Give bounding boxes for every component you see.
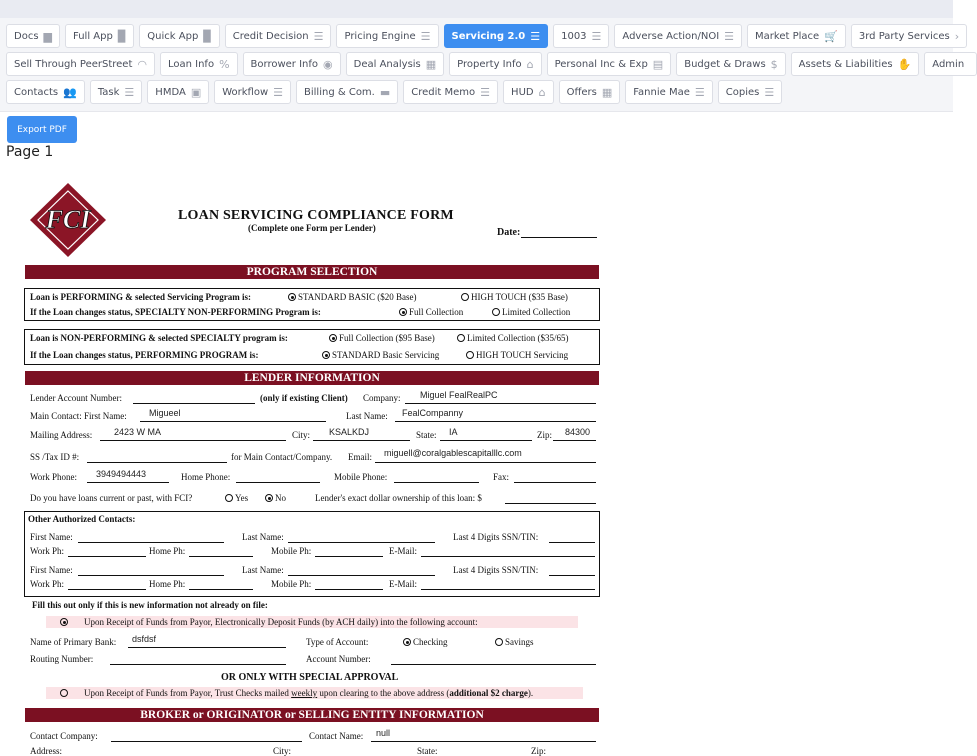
perf-standard-radio[interactable]: STANDARD Basic Servicing <box>322 350 439 360</box>
tab-assets-liabilities[interactable] <box>791 52 920 76</box>
list-icon: ☰ <box>313 29 324 43</box>
last-name-value: FealCompanny <box>402 408 464 418</box>
first-name-value: Migueel <box>149 408 181 418</box>
tab-property-info[interactable] <box>449 52 541 76</box>
tab-label: Personal Inc & Exp <box>554 58 648 70</box>
list-icon: ☰ <box>724 29 735 43</box>
tab-row-1 <box>6 24 967 48</box>
auth2-last-name-field[interactable] <box>288 575 435 576</box>
radio-icon <box>225 494 233 502</box>
home-phone-label: Home Phone: <box>181 472 231 482</box>
date-label: Date: <box>497 227 521 238</box>
contact-name-value: null <box>376 728 391 738</box>
car-icon: ▦ <box>601 85 613 99</box>
contact-company-label: Contact Company: <box>30 731 98 741</box>
auth2-first-name-label: First Name: <box>30 565 73 575</box>
users-icon: 👥 <box>63 85 77 99</box>
auth2-ssn-field[interactable] <box>549 575 595 576</box>
tab-label: Market Place <box>755 30 820 42</box>
list-icon: ☰ <box>764 85 775 99</box>
tab-copies[interactable] <box>718 80 782 104</box>
account-number-field[interactable] <box>391 664 596 665</box>
state-field[interactable] <box>440 440 532 441</box>
tab-label: Quick App <box>147 30 199 42</box>
performing-standard-radio[interactable]: STANDARD BASIC ($20 Base) <box>288 292 417 302</box>
tab-workflow[interactable] <box>214 80 291 104</box>
home-phone-field[interactable] <box>236 482 320 483</box>
radio-selected-icon <box>288 293 296 301</box>
checklist-icon: ☰ <box>273 85 284 99</box>
bank-value: dsfdsf <box>132 634 157 644</box>
tab-quick-app[interactable] <box>139 24 219 48</box>
email-label: Email: <box>348 452 372 462</box>
nonperf-limited-radio[interactable]: Limited Collection ($35/65) <box>457 333 568 343</box>
auth1-email-field[interactable] <box>421 556 595 557</box>
ss-tax-label: SS /Tax ID #: <box>30 452 80 462</box>
ownership-label: Lender's exact dollar ownership of this loan: $ <box>315 493 482 503</box>
tab-1003[interactable] <box>553 24 609 48</box>
auth2-last-name-label: Last Name: <box>242 565 284 575</box>
list-icon: ☰ <box>530 29 541 43</box>
export-pdf-button[interactable]: Export PDF <box>7 116 77 143</box>
home-icon: ⌂ <box>526 57 534 71</box>
chevron-right-icon: › <box>954 29 960 43</box>
tab-offers[interactable] <box>559 80 621 104</box>
bank-label: Name of Primary Bank: <box>30 637 117 647</box>
tab-credit-memo[interactable] <box>403 80 498 104</box>
broker-state-label: State: <box>417 746 438 756</box>
auth2-home-ph-label: Home Ph: <box>149 579 186 589</box>
radio-selected-icon <box>60 618 68 626</box>
tab-label: Admin <box>932 58 965 70</box>
performing-program-question: If the Loan changes status, PERFORMING PROGRAM is: <box>30 350 259 360</box>
auth1-home-ph-label: Home Ph: <box>149 546 186 556</box>
mailing-address-value: 2423 W MA <box>114 427 162 437</box>
calculator-icon: ▤ <box>652 57 664 71</box>
tab-label: Copies <box>725 86 760 98</box>
radio-icon <box>457 334 465 342</box>
specialty-full-radio[interactable]: Full Collection <box>399 307 463 317</box>
tab-label: 1003 <box>561 30 587 42</box>
tab-servicing-2-0[interactable] <box>444 24 549 48</box>
tab-label: Billing & Com. <box>304 86 375 98</box>
perf-hightouch-radio[interactable]: HIGH TOUCH Servicing <box>466 350 568 360</box>
tab-label: Sell Through PeerStreet <box>14 58 133 70</box>
tab-label: Assets & Liabilities <box>798 58 893 70</box>
broker-zip-label: Zip: <box>531 746 546 756</box>
ss-tax-field[interactable] <box>87 462 227 463</box>
first-name-field[interactable] <box>140 421 326 422</box>
state-label: State: <box>416 430 437 440</box>
lender-account-label: Lender Account Number: <box>30 393 122 403</box>
auth1-mobile-ph-label: Mobile Ph: <box>271 546 312 556</box>
work-phone-label: Work Phone: <box>30 472 78 482</box>
tab-label: Contacts <box>14 86 59 98</box>
routing-field[interactable] <box>110 664 286 665</box>
trust-text: Upon Receipt of Funds from Payor, Trust Checks mailed weekly upon clearing to the above address (additional $2 charge). <box>84 688 534 698</box>
rss-icon: ◠ <box>137 57 147 71</box>
form-title: LOAN SERVICING COMPLIANCE FORM <box>178 208 454 223</box>
tab-label: HUD <box>511 86 534 98</box>
list-icon: ☰ <box>420 29 431 43</box>
auth1-ssn-field[interactable] <box>549 542 595 543</box>
auth2-home-ph-field[interactable] <box>189 589 253 590</box>
program-selection-header: PROGRAM SELECTION <box>25 265 599 279</box>
auth1-work-ph-field[interactable] <box>68 556 146 557</box>
building-icon: ▣ <box>190 85 202 99</box>
tab-label: Full App <box>73 30 113 42</box>
tab-label: Fannie Mae <box>633 86 690 98</box>
tab-label: Servicing 2.0 <box>451 30 526 42</box>
ownership-field[interactable] <box>505 503 596 504</box>
radio-selected-icon <box>403 638 411 646</box>
tab-hud[interactable] <box>503 80 554 104</box>
auth1-last-name-label: Last Name: <box>242 532 284 542</box>
mailing-address-field[interactable] <box>100 440 286 441</box>
top-bar <box>0 0 953 18</box>
page-label: Page 1 <box>6 144 54 160</box>
tab-row-3 <box>6 80 782 104</box>
work-phone-field[interactable] <box>87 482 169 483</box>
zip-value: 84300 <box>565 427 591 437</box>
auth2-mobile-ph-label: Mobile Ph: <box>271 579 312 589</box>
auth1-email-label: E-Mail: <box>389 546 417 556</box>
tab-contacts[interactable] <box>6 80 85 104</box>
tab-loan-info[interactable] <box>160 52 238 76</box>
mailing-address-label: Mailing Address: <box>30 430 93 440</box>
radio-selected-icon <box>399 308 407 316</box>
ach-radio[interactable] <box>60 617 70 627</box>
auth2-email-label: E-Mail: <box>389 579 417 589</box>
auth2-first-name-field[interactable] <box>78 575 224 576</box>
car-icon: ▦ <box>425 57 437 71</box>
tab-label: Offers <box>566 86 597 98</box>
tab-borrower-info[interactable] <box>243 52 341 76</box>
broker-address-label: Address: <box>30 746 62 756</box>
auth2-email-field[interactable] <box>421 589 595 590</box>
company-field[interactable] <box>405 403 596 404</box>
nonperforming-question: Loan is NON-PERFORMING & selected SPECIALTY program is: <box>30 333 288 343</box>
fax-field[interactable] <box>514 482 596 483</box>
svg-text:FCI: FCI <box>45 205 91 234</box>
checking-radio[interactable]: Checking <box>403 637 448 647</box>
user-circle-icon: ◉ <box>323 57 333 71</box>
tab-deal-analysis[interactable] <box>346 52 445 76</box>
list-icon: ☰ <box>591 29 602 43</box>
company-label: Company: <box>363 393 401 403</box>
loans-no-radio[interactable]: No <box>265 493 286 503</box>
zip-label: Zip: <box>537 430 552 440</box>
tab-label: Workflow <box>222 86 269 98</box>
account-type-label: Type of Account: <box>306 637 369 647</box>
document-icon: ▉ <box>203 29 212 43</box>
tab-label: HMDA <box>155 86 186 98</box>
work-phone-value: 3949494443 <box>96 469 147 479</box>
company-value: Miguel FealRealPC <box>420 390 498 400</box>
account-number-label: Account Number: <box>306 654 371 664</box>
list-icon: ☰ <box>694 85 705 99</box>
radio-icon <box>492 308 500 316</box>
city-value: KSALKDJ <box>329 427 370 437</box>
tab-adverse-action-noi[interactable] <box>614 24 742 48</box>
tab-task[interactable] <box>90 80 142 104</box>
zip-field[interactable] <box>553 440 596 441</box>
existing-client-label: (only if existing Client) <box>260 393 348 403</box>
email-value: miguell@coralgablescapitalllc.com <box>384 448 522 458</box>
tab-admin[interactable] <box>924 52 977 76</box>
tab-label: Pricing Engine <box>344 30 416 42</box>
tab-credit-decision[interactable] <box>225 24 332 48</box>
tab-label: Credit Memo <box>411 86 476 98</box>
tab-label: Borrower Info <box>250 58 319 70</box>
percent-icon: % <box>219 57 230 71</box>
tab-label: Credit Decision <box>232 30 309 42</box>
auth1-last-name-field[interactable] <box>288 542 435 543</box>
loans-question: Do you have loans current or past, with FCI? <box>30 493 193 503</box>
tab-market-place[interactable] <box>747 24 846 48</box>
lender-information-header: LENDER INFORMATION <box>25 371 599 385</box>
radio-icon <box>60 689 68 697</box>
loans-yes-radio[interactable]: Yes <box>225 493 248 503</box>
trust-radio[interactable] <box>60 688 70 698</box>
date-field[interactable] <box>521 237 597 238</box>
tab-label: Deal Analysis <box>353 58 421 70</box>
tab-label: Docs <box>14 30 39 42</box>
broker-information-header: BROKER or ORIGINATOR or SELLING ENTITY INFORMATION <box>25 708 599 722</box>
tab-label: Adverse Action/NOI <box>622 30 720 42</box>
tab-label: Budget & Draws <box>684 58 766 70</box>
auth2-mobile-ph-field[interactable] <box>315 589 383 590</box>
auth2-ssn-label: Last 4 Digits SSN/TIN: <box>453 565 539 575</box>
tab-personal-inc-exp[interactable] <box>547 52 672 76</box>
mobile-phone-label: Mobile Phone: <box>334 472 388 482</box>
folder-icon: ▆ <box>43 29 52 43</box>
auth1-first-name-field[interactable] <box>78 542 224 543</box>
fax-label: Fax: <box>493 472 510 482</box>
auth1-first-name-label: First Name: <box>30 532 73 542</box>
authorized-contacts-header: Other Authorized Contacts: <box>28 514 136 524</box>
auth1-work-ph-label: Work Ph: <box>30 546 65 556</box>
document-icon: ▉ <box>117 29 127 43</box>
auth1-ssn-label: Last 4 Digits SSN/TIN: <box>453 532 539 542</box>
module-tabs <box>0 18 965 112</box>
specialty-question: If the Loan changes status, SPECIALTY NON-PERFORMING Program is: <box>30 307 321 317</box>
radio-icon <box>461 293 469 301</box>
email-field[interactable] <box>375 462 596 463</box>
contact-name-label: Contact Name: <box>309 731 364 741</box>
tab-label: Property Info <box>457 58 522 70</box>
performing-hightouch-radio[interactable]: HIGH TOUCH ($35 Base) <box>461 292 568 302</box>
tab-sell-through-peerstreet[interactable] <box>6 52 155 76</box>
tab-fannie-mae[interactable] <box>625 80 713 104</box>
checklist-icon: ☰ <box>124 85 135 99</box>
tab-billing-com[interactable] <box>296 80 398 104</box>
list-icon: ☰ <box>480 85 491 99</box>
auth1-mobile-ph-field[interactable] <box>315 556 383 557</box>
mobile-phone-field[interactable] <box>394 482 479 483</box>
tab-full-app[interactable] <box>65 24 134 48</box>
routing-label: Routing Number: <box>30 654 94 664</box>
credit-card-icon: ▬ <box>379 85 391 99</box>
hand-coin-icon: ✋ <box>897 57 912 71</box>
radio-selected-icon <box>265 494 273 502</box>
state-value: IA <box>449 427 458 437</box>
nonperf-full-radio[interactable]: Full Collection ($95 Base) <box>329 333 435 343</box>
tab-pricing-engine[interactable] <box>336 24 438 48</box>
tab-row-2 <box>6 52 977 76</box>
city-label: City: <box>292 430 311 440</box>
savings-radio[interactable]: Savings <box>495 637 534 647</box>
new-info-note: Fill this out only if this is new information not already on file: <box>32 600 268 610</box>
broker-city-label: City: <box>273 746 292 756</box>
lender-account-field[interactable] <box>133 403 255 404</box>
main-contact-label: for Main Contact/Company. <box>231 452 333 462</box>
auth1-home-ph-field[interactable] <box>189 556 253 557</box>
fci-logo <box>28 181 108 259</box>
cart-icon: 🛒 <box>824 29 838 43</box>
radio-selected-icon <box>329 334 337 342</box>
city-field[interactable] <box>313 440 410 441</box>
contact-name-field[interactable] <box>371 741 596 742</box>
form-subtitle: (Complete one Form per Lender) <box>248 223 376 233</box>
bank-field[interactable] <box>128 647 286 648</box>
first-name-label: Main Contact: First Name: <box>30 411 127 421</box>
pdf-document <box>0 165 953 756</box>
auth2-work-ph-label: Work Ph: <box>30 579 65 589</box>
tab-label: Loan Info <box>167 58 215 70</box>
tab-label: 3rd Party Services <box>858 30 950 42</box>
contact-company-field[interactable] <box>111 741 302 742</box>
special-approval-label: OR ONLY WITH SPECIAL APPROVAL <box>221 672 399 683</box>
ach-text: Upon Receipt of Funds from Payor, Electronically Deposit Funds (by ACH daily) into the following account: <box>84 617 478 627</box>
performing-question: Loan is PERFORMING & selected Servicing Program is: <box>30 292 252 302</box>
radio-selected-icon <box>322 351 330 359</box>
radio-icon <box>495 638 503 646</box>
tab-docs[interactable] <box>6 24 60 48</box>
tab-hmda[interactable] <box>147 80 209 104</box>
tab-label: Task <box>97 86 120 98</box>
specialty-limited-radio[interactable]: Limited Collection <box>492 307 570 317</box>
last-name-label: Last Name: <box>346 411 388 421</box>
tab-3rd-party-services[interactable] <box>851 24 967 48</box>
tab-budget-draws[interactable] <box>676 52 785 76</box>
radio-icon <box>466 351 474 359</box>
last-name-field[interactable] <box>395 421 596 422</box>
dollar-icon: $ <box>770 57 778 71</box>
auth2-work-ph-field[interactable] <box>68 589 146 590</box>
home-icon: ⌂ <box>538 85 546 99</box>
